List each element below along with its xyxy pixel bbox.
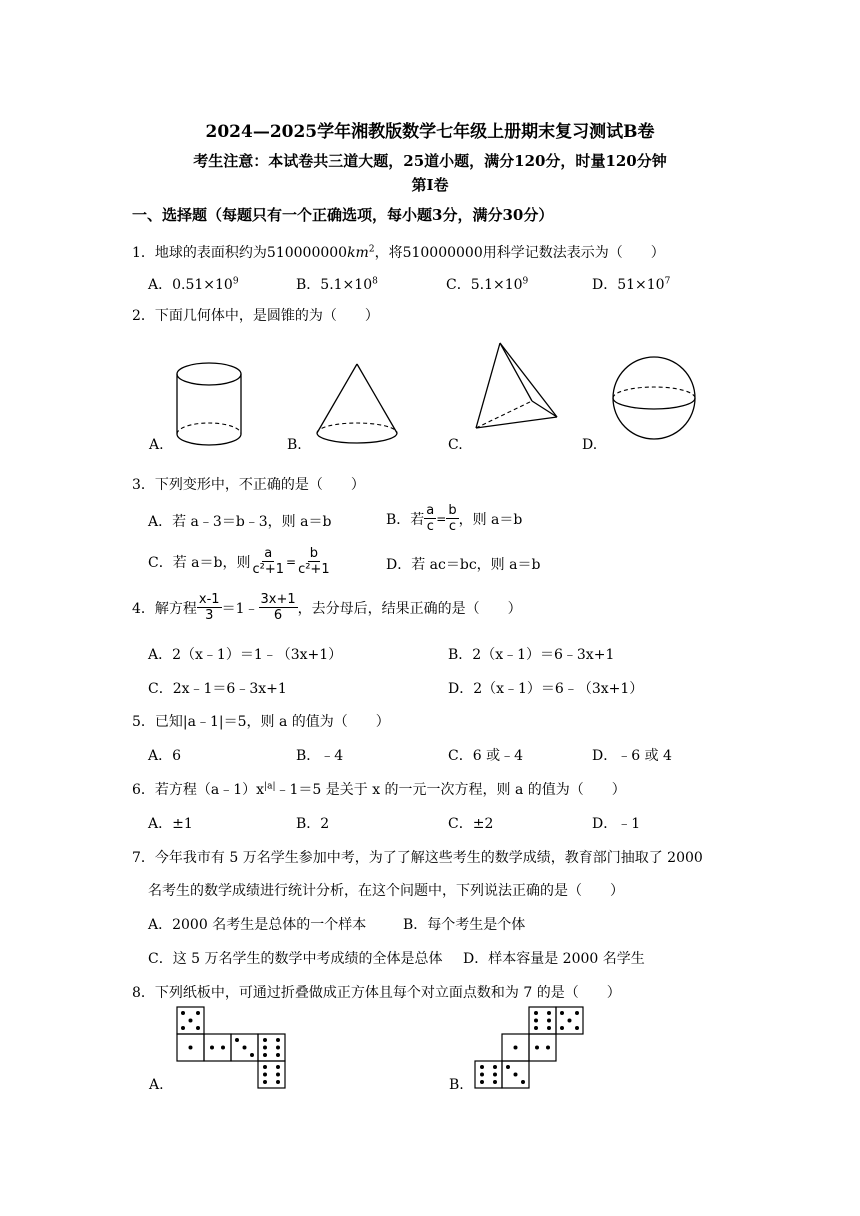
q1-option-a: A．$0.51\times 10^9$ (148, 276, 239, 293)
question-2: 2．下面几何体中，是圆锥的为（ ） (132, 308, 379, 324)
q8-label-b: B. (449, 1077, 464, 1093)
cone-figure (312, 360, 402, 450)
volume-label: 第Ⅰ卷 (411, 176, 449, 194)
pyramid-figure (470, 340, 565, 440)
q4-option-b: B．2（x﹣1）＝6﹣3x+1 (448, 647, 615, 663)
q5-option-a: A．6 (148, 748, 182, 764)
q6-option-b: B．2 (296, 816, 330, 832)
q1-unit: km (347, 245, 369, 261)
fraction: $\frac{x-1}{3}$ (198, 592, 220, 623)
question-5: 5．已知|a﹣1|＝5，则 a 的值为（ ） (132, 714, 390, 730)
q7-option-b: B．每个考生是个体 (403, 917, 526, 933)
q1-text-b: ，将510000000用科学记数法表示为（ ） (374, 245, 665, 261)
sphere-figure (608, 352, 703, 452)
question-8: 8．下列纸板中，可通过折叠做成正方体且每个对立面点数和为 7 的是（ ） (132, 985, 621, 1001)
q2-label-d: D. (582, 437, 598, 453)
q7-option-d: D．样本容量是 2000 名学生 (463, 951, 645, 967)
dice-net-a (176, 1005, 296, 1095)
q5-option-b: B．﹣4 (296, 748, 344, 764)
q1-option-d: D．$51\times 10^7$ (592, 276, 671, 293)
dice-net-b (473, 1005, 588, 1095)
q8-label-a: A. (149, 1077, 164, 1093)
question-6: 6．若方程$(a﹣1)x^{|a|}﹣1=5$ 是关于 x 的一元一次方程，则 a 的值为（ ） (132, 781, 626, 798)
exam-notice: 考生注意：本试卷共三道大题，25道小题，满分120分，时量120分钟 (193, 152, 667, 170)
question-1 (132, 242, 665, 262)
q6-option-a: A．±1 (148, 816, 193, 832)
q3-option-a: A．若 a﹣3＝b﹣3，则 a＝b (148, 514, 332, 530)
fraction: $\frac{3x+1}{6}$ (260, 592, 296, 623)
q6-option-d: D．﹣1 (592, 816, 641, 832)
q1-option-b: B．$5.1\times 10^8$ (296, 276, 378, 293)
q7-option-a: A．2000 名考生是总体的一个样本 (148, 917, 367, 933)
q4-option-c: C．2x﹣1＝6﹣3x+1 (148, 681, 287, 697)
q3-option-d: D．若 ac＝bc，则 a＝b (386, 557, 541, 573)
q4-option-d: D．2（x﹣1）＝6﹣（3x+1） (448, 681, 644, 697)
cylinder-figure (170, 360, 250, 450)
question-4: 4．解方程 $\frac{x-1}{3}$ ＝1﹣ $\frac{3x+1}{6}$ ，去分母后，结果正确的是（ ） (132, 592, 522, 623)
fraction: $\frac{b}{\text{c²+1}}$ (298, 546, 330, 577)
q6-option-c: C．±2 (448, 816, 494, 832)
question-3: 3．下列变形中，不正确的是（ ） (132, 477, 365, 493)
section-heading: 一、选择题（每题只有一个正确选项，每小题3分，满分30分） (132, 206, 554, 224)
q1-option-c: C．$5.1\times 10^9$ (446, 276, 529, 293)
q2-label-b: B. (287, 437, 302, 453)
q1-unit-exp: 2 (368, 244, 375, 255)
fraction: $\frac{a}{\text{c²+1}}$ (252, 546, 285, 577)
exam-title: 2024—2025学年湘教版数学七年级上册期末复习测试B卷 (205, 122, 655, 142)
q4-option-a: A．2（x﹣1）＝1﹣（3x+1） (148, 647, 343, 663)
q5-option-d: D．﹣6 或 4 (592, 748, 672, 764)
fraction: $\frac{a}{c}$ (426, 503, 435, 534)
q7-option-c: C．这 5 万名学生的数学中考成绩的全体是总体 (148, 951, 443, 967)
q2-label-a: A. (149, 437, 164, 453)
q1-text-a: 1．地球的表面积约为510000000 (132, 245, 348, 261)
q3-option-c: C．若 a＝b，则 $\frac{a}{\text{c²+1}}$ = $\frac{b}{\text{c²+1}}$ (148, 546, 330, 577)
question-7-line1: 7．今年我市有 5 万名学生参加中考，为了了解这些考生的数学成绩，教育部门抽取了 2000 (132, 850, 703, 866)
q2-label-c: C. (448, 437, 463, 453)
fraction: $\frac{b}{c}$ (448, 503, 457, 534)
question-7-line2: 名考生的数学成绩进行统计分析，在这个问题中，下列说法正确的是（ ） (148, 883, 624, 899)
q5-option-c: C．6 或﹣4 (448, 748, 523, 764)
q3-option-b: B．若 $\frac{a}{c}$ = $\frac{b}{c}$ ，则 a＝b (386, 503, 523, 534)
